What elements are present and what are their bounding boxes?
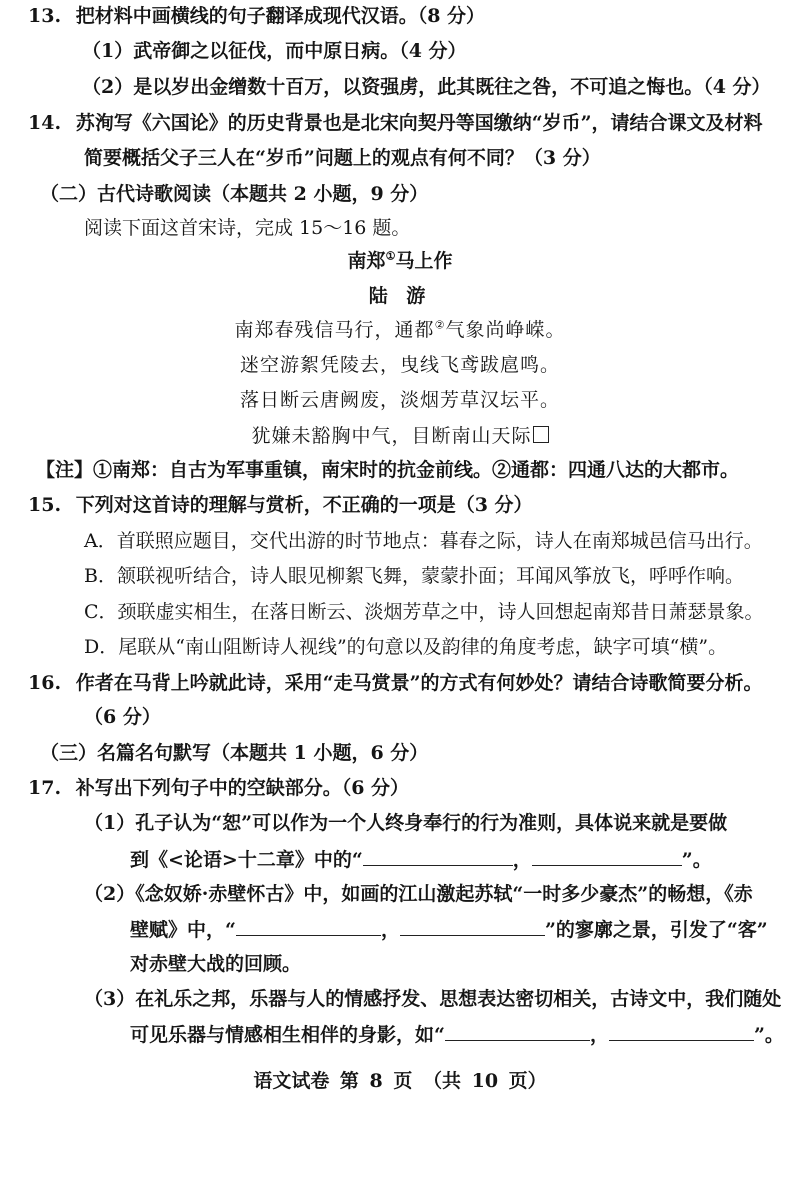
poem-note: 【注】①南郑：自古为军事重镇，南宋时的抗金前线。②通都：四通八达的大都市。 xyxy=(36,459,740,481)
q17-s2-separator: ， xyxy=(380,919,400,941)
section-2-intro: 阅读下面这首宋诗，完成 15～16 题。 xyxy=(84,217,411,239)
q13-sub2: （2）是以岁出金缯数十百万，以资强虏，此其既往之咎，不可追之悔也。（4 分） xyxy=(82,76,771,98)
q16-number: 16. xyxy=(28,672,62,694)
q17-s1-line2 xyxy=(130,845,712,874)
q17-s3-separator: ， xyxy=(589,1024,609,1046)
question-15 xyxy=(28,491,533,519)
q14-line2: 简要概括父子三人在“岁币”问题上的观点有何不同？（3 分） xyxy=(84,147,601,169)
q15-prompt: 下列对这首诗的理解与赏析，不正确的一项是（3 分） xyxy=(75,494,533,516)
poem-line-3: 落日断云唐阙废，淡烟芳草汉坛平。 xyxy=(239,389,560,411)
question-14 xyxy=(28,109,763,137)
q17-s3-text: 可见乐器与情感相生相伴的身影，如“ xyxy=(130,1024,445,1046)
q17-s1-separator: ， xyxy=(512,849,532,871)
q16-line1: 作者在马背上吟就此诗，采用“走马赏景”的方式有何妙处？请结合诗歌简要分析。 xyxy=(75,672,763,694)
poem-line-1 xyxy=(0,316,800,344)
q17-s2-text-end: ”的寥廓之景，引发了“客” xyxy=(544,919,768,941)
poem-line-1-part1: 南郑春残信马行，通都 xyxy=(234,319,435,341)
q17-s1-end: ”。 xyxy=(681,849,712,871)
q15-number: 15. xyxy=(28,494,62,516)
answer-blank-2[interactable] xyxy=(532,845,682,866)
q15-option-d: D．尾联从“南山阻断诗人视线”的句意以及韵律的角度考虑，缺字可填“横”。 xyxy=(84,636,728,658)
q14-line1: 苏洵写《六国论》的历史背景也是北宋向契丹等国缴纳“岁币”，请结合课文及材料 xyxy=(75,112,763,134)
section-3-heading: （三）名篇名句默写（本题共 1 小题，6 分） xyxy=(40,742,429,764)
question-17 xyxy=(28,774,409,802)
q17-s1-text: 到《<论语>十二章》中的“ xyxy=(130,849,363,871)
q15-option-a: A．首联照应题目，交代出游的时节地点：暮春之际，诗人在南郑城邑信马出行。 xyxy=(84,530,763,552)
answer-blank-3[interactable] xyxy=(236,915,381,936)
answer-blank-6[interactable] xyxy=(609,1020,754,1041)
question-13 xyxy=(28,2,485,30)
q17-s2-text: 壁赋》中，“ xyxy=(130,919,236,941)
q17-s3-line2 xyxy=(130,1020,784,1049)
q15-option-b: B．颔联视听结合，诗人眼见柳絮飞舞，蒙蒙扑面；耳闻风筝放飞，呼呼作响。 xyxy=(84,565,744,587)
poem-title-footnote-mark: ① xyxy=(385,249,396,263)
question-16 xyxy=(28,669,763,697)
poem-line-1-part2: 气象尚峥嵘。 xyxy=(445,319,566,341)
poem-line-2: 迷空游絮凭陵去，曳线飞鸢跋扈鸣。 xyxy=(239,354,560,376)
q17-s2-line2 xyxy=(130,915,768,944)
q15-option-c: C．颈联虚实相生，在落日断云、淡烟芳草之中，诗人回想起南郑昔日萧瑟景象。 xyxy=(84,601,764,623)
poem-title-part2: 马上作 xyxy=(395,250,453,272)
q13-sub1: （1）武帝御之以征伐，而中原日病。（4 分） xyxy=(82,40,467,62)
q17-s2-line1: （2）《念奴娇·赤壁怀古》中，如画的江山激起苏轼“一时多少豪杰”的畅想，《赤 xyxy=(84,883,753,905)
answer-blank-1[interactable] xyxy=(363,845,513,866)
q17-s3-line1: （3）在礼乐之邦，乐器与人的情感抒发、思想表达密切相关，古诗文中，我们随处 xyxy=(84,988,782,1010)
q17-s3-end: ”。 xyxy=(753,1024,784,1046)
poem-line-1-footnote-mark: ② xyxy=(434,318,446,332)
q17-number: 17. xyxy=(28,777,62,799)
poem-line-4 xyxy=(0,422,800,450)
poem-title-part1: 南郑 xyxy=(347,250,386,272)
q14-number: 14. xyxy=(28,112,62,134)
section-2-heading: （二）古代诗歌阅读（本题共 2 小题，9 分） xyxy=(40,183,429,205)
answer-blank-5[interactable] xyxy=(445,1020,590,1041)
q17-s2-line3: 对赤壁大战的回顾。 xyxy=(130,953,302,975)
q16-line2: （6 分） xyxy=(84,706,161,728)
missing-character-box xyxy=(533,426,549,443)
poem-title xyxy=(0,247,800,275)
q13-number: 13. xyxy=(28,5,62,27)
answer-blank-4[interactable] xyxy=(400,915,545,936)
poem-author: 陆 游 xyxy=(368,285,432,307)
q17-s1-line1: （1）孔子认为“恕”可以作为一个人终身奉行的行为准则，具体说来就是要做 xyxy=(84,812,728,834)
q13-prompt: 把材料中画横线的句子翻译成现代汉语。（8 分） xyxy=(75,5,486,27)
q17-prompt: 补写出下列句子中的空缺部分。（6 分） xyxy=(75,777,410,799)
poem-line-4-text: 犹嫌未豁胸中气，目断南山天际 xyxy=(251,425,532,447)
page-footer: 语文试卷 第 8 页 （共 10 页） xyxy=(253,1070,547,1092)
